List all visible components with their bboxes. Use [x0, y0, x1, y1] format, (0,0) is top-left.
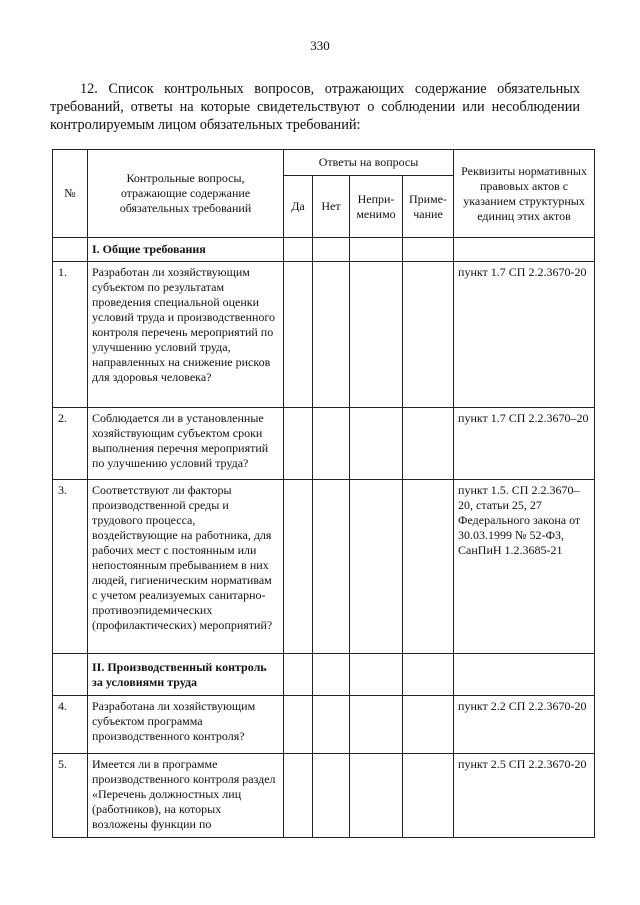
header-questions: Контрольные вопросы, отражающие содержание обязательных требований: [88, 150, 284, 238]
answer-na-cell[interactable]: [350, 480, 403, 654]
answer-na-cell[interactable]: [350, 696, 403, 754]
answer-na-cell[interactable]: [350, 408, 403, 480]
section-number-cell: [53, 238, 88, 262]
answer-yes-cell[interactable]: [284, 408, 313, 480]
table-row: [53, 696, 595, 754]
answer-note-cell[interactable]: [403, 408, 454, 480]
reference-cell: [454, 238, 595, 262]
answer-no-cell[interactable]: [313, 696, 350, 754]
header-answer-no: Нет: [313, 176, 350, 238]
answer-no-cell[interactable]: [313, 654, 350, 696]
answer-yes-cell[interactable]: [284, 696, 313, 754]
question-text: Разработана ли хозяйствующим субъектом программа производственного контроля?: [88, 696, 284, 754]
answer-na-cell[interactable]: [350, 262, 403, 408]
answer-note-cell[interactable]: [403, 754, 454, 838]
answer-na-cell[interactable]: [350, 238, 403, 262]
header-answers: Ответы на вопросы: [284, 150, 454, 176]
table-row: [53, 408, 595, 480]
answer-na-cell[interactable]: [350, 654, 403, 696]
header-references: Реквизиты нормативных правовых актов с указанием структурных единиц этих актов: [454, 150, 595, 238]
checklist-table: [52, 149, 595, 838]
answer-no-cell[interactable]: [313, 754, 350, 838]
question-text: Соответствуют ли факторы производственной среды и трудового процесса, воздействующие на работника, для рабочих мест с постоянным или непостоянным пребыванием в них людей, гигиеническим нормативам с учетом реализуемых санитарно-противоэпидемических (профилактических) мероприятий?: [88, 480, 284, 654]
answer-yes-cell[interactable]: [284, 238, 313, 262]
section-row: [53, 654, 595, 696]
header-answer-not-applicable: Непри-менимо: [350, 176, 403, 238]
question-text: Разработан ли хозяйствующим субъектом по результатам проведения специальной оценки условий труда и производственного контроля перечень мероприятий по улучшению условий труда, направленных на снижение рисков для здоровья человека?: [88, 262, 284, 408]
row-number: 5.: [53, 754, 88, 838]
answer-note-cell[interactable]: [403, 262, 454, 408]
page-number: 330: [310, 38, 330, 53]
row-number: 3.: [53, 480, 88, 654]
section-row: [53, 238, 595, 262]
reference-text: пункт 1.7 СП 2.2.3670–20: [454, 408, 595, 480]
answer-yes-cell[interactable]: [284, 262, 313, 408]
answer-no-cell[interactable]: [313, 480, 350, 654]
row-number: 2.: [53, 408, 88, 480]
row-number: 1.: [53, 262, 88, 408]
answer-no-cell[interactable]: [313, 408, 350, 480]
answer-no-cell[interactable]: [313, 238, 350, 262]
reference-text: пункт 2.5 СП 2.2.3670-20: [454, 754, 595, 838]
answer-yes-cell[interactable]: [284, 480, 313, 654]
answer-yes-cell[interactable]: [284, 754, 313, 838]
section-title: I. Общие требования: [88, 238, 284, 262]
header-answer-note: Приме-чание: [403, 176, 454, 238]
table-row: [53, 262, 595, 408]
answer-note-cell[interactable]: [403, 696, 454, 754]
header-number: №: [53, 150, 88, 238]
answer-note-cell[interactable]: [403, 480, 454, 654]
reference-text: пункт 1.5. СП 2.2.3670–20, статьи 25, 27 Федерального закона от 30.03.1999 № 52-ФЗ, СанПиН 1.2.3685-21: [454, 480, 595, 654]
reference-cell: [454, 654, 595, 696]
reference-text: пункт 2.2 СП 2.2.3670-20: [454, 696, 595, 754]
answer-yes-cell[interactable]: [284, 654, 313, 696]
section-title: II. Производственный контроль за условиями труда: [88, 654, 284, 696]
reference-text: пункт 1.7 СП 2.2.3670-20: [454, 262, 595, 408]
row-number: 4.: [53, 696, 88, 754]
question-text: Имеется ли в программе производственного контроля раздел «Перечень должностных лиц (работников), на которых возложены функции по: [88, 754, 284, 838]
answer-note-cell[interactable]: [403, 238, 454, 262]
answer-no-cell[interactable]: [313, 262, 350, 408]
header-answer-yes: Да: [284, 176, 313, 238]
section-number-cell: [53, 654, 88, 696]
question-text: Соблюдается ли в установленные хозяйствующим субъектом сроки выполнения перечня мероприятий по улучшению условий труда?: [88, 408, 284, 480]
table-row: [53, 480, 595, 654]
answer-na-cell[interactable]: [350, 754, 403, 838]
answer-note-cell[interactable]: [403, 654, 454, 696]
table-row: [53, 754, 595, 838]
intro-paragraph: 12. Список контрольных вопросов, отражающих содержание обязательных требований, ответы на которые свидетельствуют о соблюдении или несоблюдении контролируемым лицом обязательных требований:: [50, 81, 580, 133]
